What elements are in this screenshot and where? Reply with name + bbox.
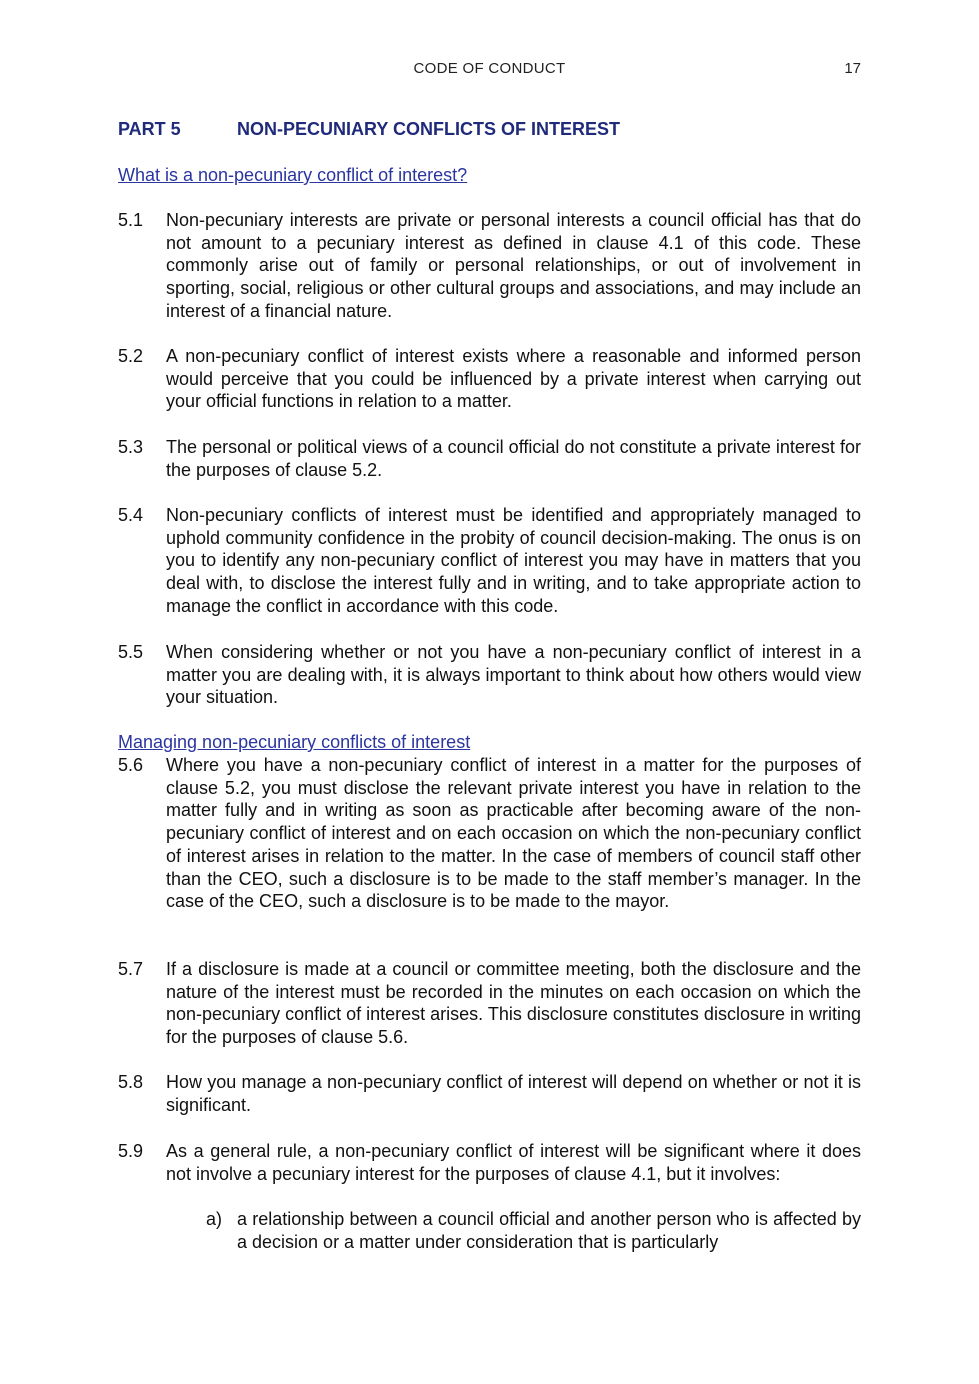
part-title: NON-PECUNIARY CONFLICTS OF INTEREST [237,119,621,139]
clause-5-5 [118,641,861,709]
clause-text: Non-pecuniary interests are private or personal interests a council official has that do not amount to a pecuniary interest as defined in clause 4.1 of this code. These commonly arise out of family or personal relationships, or out of involvement in sporting, social, religious or other cultural groups and associations, and may include an interest of a financial nature. [166,210,861,321]
page-number: 17 [844,60,861,77]
clause-text: Non-pecuniary conflicts of interest must be identified and appropriately managed to uphold community confidence in the probity of council decision-making. The onus is on you to identify any non-pecuniary conflict of interest you may have in matters that you deal with, to disclose the interest fully and in writing, and to take appropriate action to manage the conflict in accordance with this code. [166,505,861,616]
clause-text: Where you have a non-pecuniary conflict of interest in a matter for the purposes of clause 5.2, you must disclose the relevant private interest you have in relation to the matter fully and in writing as soon as practicable after becoming aware of the non-pecuniary conflict of interest and on each occasion on which the non-pecuniary conflict of interest arises in relation to the matter. In the case of members of council staff other than the CEO, such a disclosure is to be made to the staff member’s manager. In the case of the CEO, such a disclosure is to be made to the mayor. [166,755,861,912]
clause-number: 5.5 [118,642,144,662]
clause-text: A non-pecuniary conflict of interest exists where a reasonable and informed person would perceive that you could be influenced by a private interest when carrying out your official functions in relation to a matter. [166,346,861,412]
clause-5-2 [118,345,861,413]
clause-number: 5.8 [118,1072,144,1092]
clause-5-4 [118,504,861,618]
clause-text: As a general rule, a non-pecuniary conflict of interest will be significant where it does not involve a pecuniary interest for the purposes of clause 4.1, but it involves: [166,1141,861,1184]
subitem-label: a) [206,1209,223,1229]
clause-text: The personal or political views of a council official do not constitute a private interest for the purposes of clause 5.2. [166,437,861,480]
subitem-a [206,1208,861,1253]
clause-5-3 [118,436,861,481]
clause-5-9 [118,1140,861,1185]
clause-text: How you manage a non-pecuniary conflict of interest will depend on whether or not it is significant. [166,1072,861,1115]
part-number: PART 5 [118,119,181,139]
clause-number: 5.7 [118,959,144,979]
section-heading-what-is[interactable]: What is a non-pecuniary conflict of interest? [118,165,468,185]
running-header [118,60,861,80]
clause-number: 5.6 [118,755,144,775]
clause-5-7 [118,958,861,1049]
subitem-text: a relationship between a council official and another person who is affected by a decision or a matter under consideration that is particularly [237,1209,861,1252]
section-heading-managing[interactable]: Managing non-pecuniary conflicts of interest [118,732,471,752]
clause-number: 5.2 [118,346,144,366]
clause-number: 5.9 [118,1141,144,1161]
clause-number: 5.4 [118,505,144,525]
clause-5-1 [118,209,861,323]
clause-text: If a disclosure is made at a council or committee meeting, both the disclosure and the nature of the interest must be recorded in the minutes on each occasion on which the non-pecuniary conflict of interest arises. This disclosure constitutes disclosure in writing for the purposes of clause 5.6. [166,959,861,1048]
clause-5-6 [118,754,861,913]
document-title: CODE OF CONDUCT [413,60,566,77]
clause-text: When considering whether or not you have a non-pecuniary conflict of interest in a matter you are dealing with, it is always important to think about how others would view your situation. [166,642,861,708]
clause-number: 5.3 [118,437,144,457]
clause-number: 5.1 [118,210,144,230]
part-heading [118,119,620,140]
clause-5-8 [118,1071,861,1116]
